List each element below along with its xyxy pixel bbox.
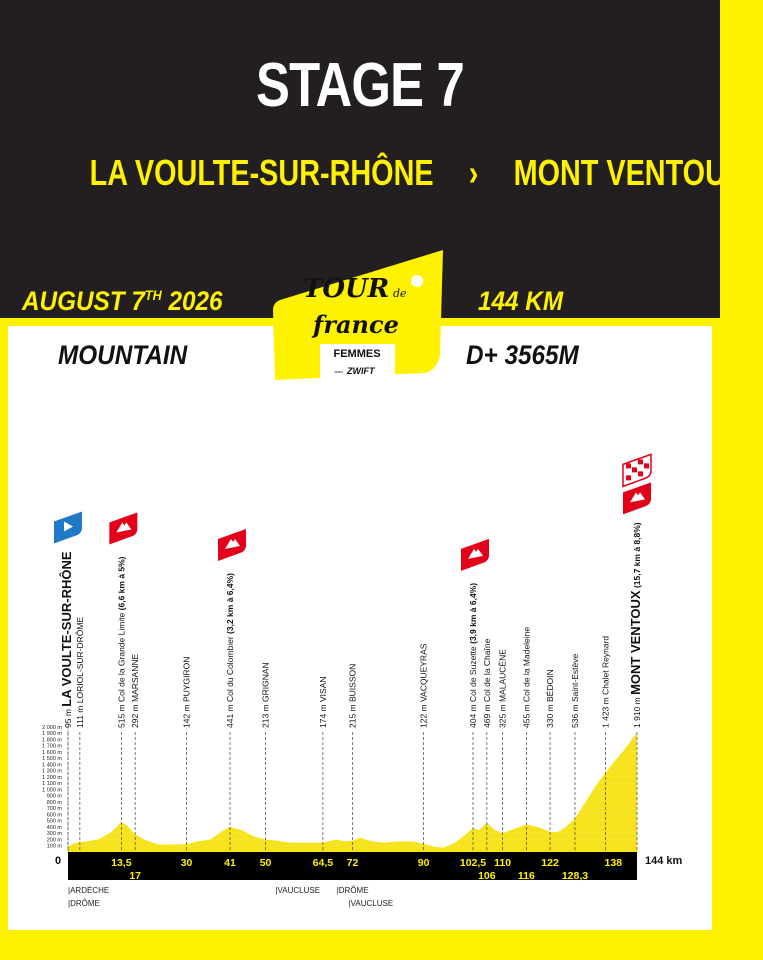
department-label: |VAUCLUSE xyxy=(275,886,321,895)
km-label: 50 xyxy=(259,857,272,869)
start-town: LA VOULTE-SUR-RHÔNE xyxy=(89,152,434,193)
marker-altitude: 1 423 m xyxy=(600,694,611,728)
marker-altitude: 536 m xyxy=(569,702,580,728)
date-suffix: TH xyxy=(144,287,162,303)
marker-label xyxy=(570,654,580,728)
marker-altitude: 215 m xyxy=(347,702,358,728)
y-tick-label: 1 700 m xyxy=(42,743,62,750)
marker-name: MARSANNE xyxy=(130,653,141,702)
climb-details: (3,9 km à 6,4%) xyxy=(468,582,479,647)
checker-square xyxy=(644,463,649,468)
y-tick-label: 1 500 m xyxy=(42,756,62,763)
marker-label xyxy=(628,522,643,728)
marker-name: Chalet Reynard xyxy=(600,635,611,695)
y-tick-label: 2 000 m xyxy=(42,724,62,731)
climb-details: (6,6 km à 5%) xyxy=(116,556,127,613)
logo-avec: avec xyxy=(334,369,343,374)
date-year: 2026 xyxy=(168,286,223,316)
y-tick-label: 300 m xyxy=(46,831,62,838)
km-label: 90 xyxy=(417,857,430,869)
km-label: 116 xyxy=(517,870,535,882)
y-tick-label: 400 m xyxy=(46,824,62,831)
marker-name: LORIOL-SUR-DRÔME xyxy=(74,616,85,704)
department-label: |VAUCLUSE xyxy=(348,899,394,908)
checker-square xyxy=(638,459,643,464)
marker-label xyxy=(545,669,555,728)
marker-label xyxy=(116,556,126,728)
checker-square xyxy=(626,463,631,468)
marker-label xyxy=(130,653,140,728)
km-label: 110 xyxy=(494,857,512,869)
department-label: |DRÔME xyxy=(336,886,369,895)
y-tick-label: 1 400 m xyxy=(42,762,62,769)
marker-name: VISAN xyxy=(317,676,328,702)
marker-altitude: 292 m xyxy=(130,702,141,728)
marker-altitude: 111 m xyxy=(74,703,85,728)
marker-label xyxy=(261,662,271,728)
logo-tour: TOUR xyxy=(303,274,390,304)
km-label: 138 xyxy=(604,857,623,869)
y-tick-label: 1 100 m xyxy=(42,781,62,788)
y-tick-label: 500 m xyxy=(46,818,62,825)
marker-name: PUYGIRON xyxy=(181,656,192,702)
logo-zwift: ZWIFT xyxy=(347,366,375,376)
checker-square xyxy=(638,471,643,476)
marker-label xyxy=(468,583,478,728)
marker-label xyxy=(59,551,74,728)
km-label: 122 xyxy=(541,857,559,869)
elevation-gain: D+ 3565M xyxy=(466,340,579,370)
y-tick-label: 100 m xyxy=(46,843,62,850)
marker-altitude: 455 m xyxy=(521,702,532,728)
km-label: 72 xyxy=(346,857,359,869)
marker-altitude: 330 m xyxy=(545,702,556,728)
marker-altitude: 142 m xyxy=(181,702,192,728)
y-tick-label: 1 300 m xyxy=(42,768,62,775)
y-tick-label: 1 800 m xyxy=(42,737,62,744)
marker-label xyxy=(419,643,429,728)
marker-name: GRIGNAN xyxy=(260,662,271,702)
marker-altitude: 213 m xyxy=(260,702,271,728)
km-label: 13,5 xyxy=(111,857,132,869)
y-tick-label: 900 m xyxy=(46,793,62,800)
marker-label xyxy=(75,617,85,728)
y-tick-label: 700 m xyxy=(46,806,62,813)
checker-square xyxy=(632,467,637,472)
marker-altitude: 325 m xyxy=(497,702,508,728)
climb-details: (3,2 km à 6,4%) xyxy=(225,573,236,637)
y-tick-label: 800 m xyxy=(46,799,62,806)
marker-altitude: 441 m xyxy=(225,702,236,728)
logo-de: de xyxy=(393,287,407,300)
marker-label xyxy=(600,636,610,728)
department-label: |ARDÈCHE xyxy=(68,886,110,895)
km-label: 30 xyxy=(180,857,193,869)
marker-name: BÉDOIN xyxy=(545,669,556,702)
marker-label xyxy=(521,627,531,728)
marker-label xyxy=(498,649,508,728)
y-tick-label: 1 000 m xyxy=(42,787,62,794)
marker-altitude: 122 m xyxy=(418,702,429,728)
km-label: 17 xyxy=(129,870,142,882)
km-end-label: 144 km xyxy=(645,855,683,867)
logo-femmes: FEMMES xyxy=(333,348,381,360)
checker-square xyxy=(626,475,631,480)
stage-title: STAGE 7 xyxy=(255,51,465,120)
marker-label xyxy=(482,638,492,728)
date-day: AUGUST 7 xyxy=(22,286,145,316)
finish-town: MONT VENTOUX xyxy=(513,152,746,193)
km-label: 41 xyxy=(224,857,236,869)
y-tick-label: 1 900 m xyxy=(42,731,62,738)
marker-label xyxy=(318,676,328,728)
km-label: 128,3 xyxy=(561,870,589,882)
marker-altitude: 469 m xyxy=(481,702,492,728)
marker-label xyxy=(225,573,235,728)
km-label: 64,5 xyxy=(312,857,334,869)
marker-label xyxy=(348,664,358,728)
marker-altitude: 174 m xyxy=(317,702,328,728)
marker-name: VACQUEYRAS xyxy=(418,643,429,702)
y-tick-label: 1 600 m xyxy=(42,749,62,756)
marker-name: Saint-Estève xyxy=(569,653,580,702)
marker-altitude: 1 910 m xyxy=(632,694,642,728)
km-label: 102,5 xyxy=(459,857,487,869)
marker-name: BUISSON xyxy=(347,663,358,702)
marker-altitude: 515 m xyxy=(116,702,127,728)
marker-name: Col de la Grande Limite xyxy=(116,612,127,702)
y-tick-label: 200 m xyxy=(46,837,62,844)
marker-name: Col de la Chaîne xyxy=(481,638,492,702)
route-separator: › xyxy=(468,152,479,193)
km-label: 106 xyxy=(478,870,496,882)
marker-altitude: 404 m xyxy=(468,702,479,728)
marker-name: MONT VENTOUX xyxy=(628,590,643,695)
y-tick-label: 600 m xyxy=(46,812,62,819)
stage-type: MOUNTAIN xyxy=(58,340,188,370)
climb-details: (15,7 km à 8,8%) xyxy=(632,522,642,591)
marker-name: LA VOULTE-SUR-RHÔNE xyxy=(59,551,74,707)
department-label: |DRÔME xyxy=(68,899,100,908)
logo-france: france xyxy=(313,310,399,339)
marker-name: Col du Colombier xyxy=(225,636,236,702)
marker-name: Col de Suzette xyxy=(468,646,479,702)
y-tick-label: 1 200 m xyxy=(42,774,62,781)
km-start-label: 0 xyxy=(55,855,62,867)
stage-distance: 144 KM xyxy=(478,286,564,316)
marker-label xyxy=(182,657,192,728)
marker-altitude: 95 m xyxy=(63,706,73,728)
marker-name: Col de la Madeleine xyxy=(521,626,532,702)
marker-name: MALAUCÈNE xyxy=(497,649,508,702)
